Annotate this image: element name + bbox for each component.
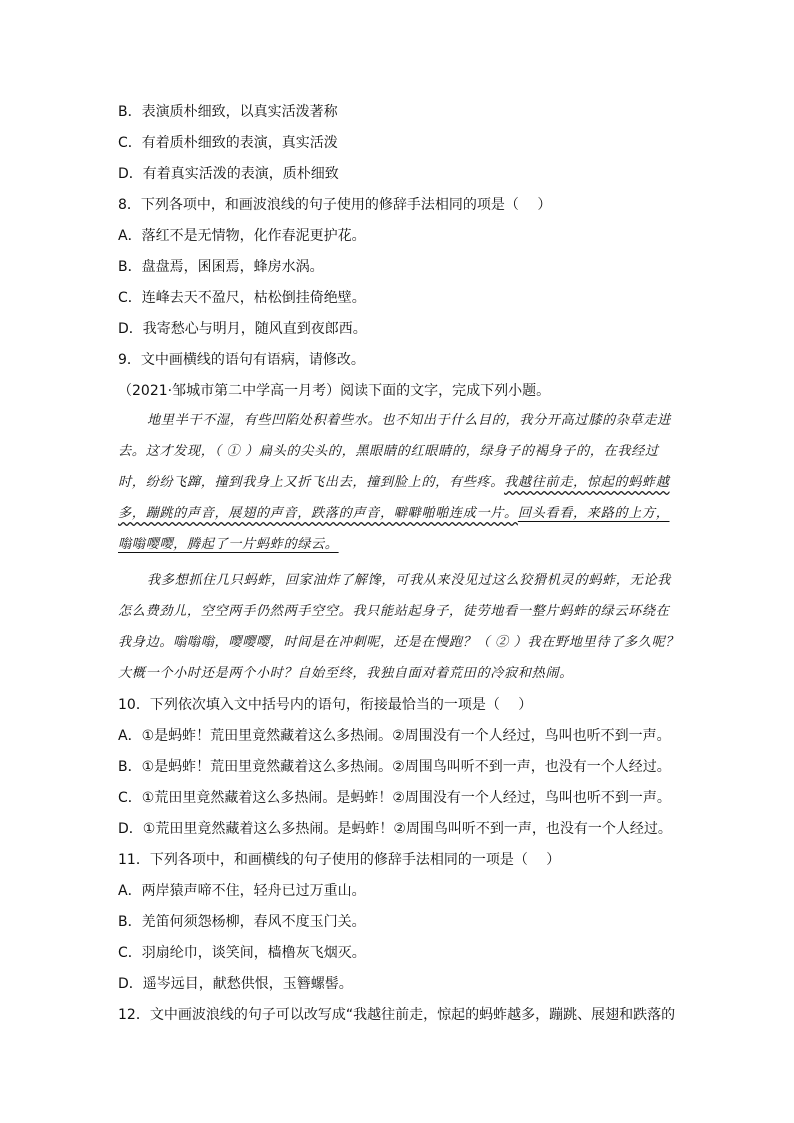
- wavy-underlined-sentence: 我越往前走，惊起的蚂蚱越: [504, 475, 670, 490]
- passage-p2-line4: 大概一个小时还是两个小时？自始至终，我独自面对着荒田的冷寂和热闹。: [118, 666, 573, 681]
- option-c-q10: C．①荒田里竟然藏着这么多热闹。是蚂蚱！②周围没有一个人经过，鸟叫也听不到一声。: [118, 790, 671, 806]
- option-b-q8: B．盘盘焉，囷囷焉，蜂房水涡。: [118, 259, 324, 275]
- passage-p2-line1: 我多想抓住几只蚂蚱，回家油炸了解馋，可我从来没见过这么狡猾机灵的蚂蚱，无论我: [147, 573, 671, 588]
- passage-p1-line3: [118, 473, 670, 493]
- option-b-q7: B．表演质朴细致，以真实活泼著称: [118, 104, 338, 120]
- option-c-q7: C．有着质朴细致的表演，真实活泼: [118, 135, 338, 151]
- wavy-underlined-sentence: 多，蹦跳的声音，展翅的声音，跌落的声音，噼噼啪啪连成一片。: [118, 506, 518, 521]
- passage-p2-line2: 怎么费劲儿，空空两手仍然两手空空。我只能站起身子，徒劳地看一整片蚂蚱的绿云环绕在: [118, 604, 670, 619]
- question-12: 12．文中画波浪线的句子可以改写成“我越往前走，惊起的蚂蚱越多，蹦跳、展翅和跌落的: [118, 1007, 676, 1023]
- passage-p2-line3: 我身边。嗡嗡嗡，嘤嘤嘤，时间是在冲刺呢，还是在慢跑？（ ② ）我在野地里待了多久呢？: [118, 635, 680, 650]
- option-c-q11: C．羽扇纶巾，谈笑间，樯橹灰飞烟灭。: [118, 945, 366, 961]
- question-9: 9．文中画横线的语句有语病，请修改。: [118, 352, 365, 368]
- passage-p1-line1: 地里半干不湿，有些凹陷处积着些水。也不知出于什么目的，我分开高过膝的杂草走进: [147, 413, 671, 428]
- option-d-q8: D．我寄愁心与明月，随风直到夜郎西。: [118, 321, 367, 337]
- passage-p1-line2: 去。这才发现，（ ① ）扁头的尖头的，黑眼睛的红眼睛的，绿身子的褐身子的，在我经过: [118, 444, 659, 459]
- passage-p1-line4: [118, 504, 670, 524]
- passage-intro: （2021·邹城市第二中学高一月考）阅读下面的文字，完成下列小题。: [118, 383, 551, 399]
- passage-text: 时，纷纷飞蹿，撞到我身上又折飞出去，撞到脸上的，有些疼。: [118, 475, 505, 490]
- underlined-sentence: 嗡嗡嘤嘤，腾起了一片蚂蚱的绿云。: [118, 537, 339, 552]
- passage-p1-line5: [118, 535, 339, 555]
- underlined-sentence: 回头看看，来路的上方，: [517, 506, 670, 521]
- option-b-q11: B．羌笛何须怨杨柳，春风不度玉门关。: [118, 914, 366, 930]
- question-11: 11．下列各项中，和画横线的句子使用的修辞手法相同的一项是（ ）: [118, 852, 561, 868]
- option-d-q11: D．遥岑远目，献愁供恨，玉簪螺髻。: [118, 976, 353, 992]
- option-a-q11: A．两岸猿声啼不住，轻舟已过万重山。: [118, 883, 366, 899]
- question-10: 10．下列依次填入文中括号内的语句，衔接最恰当的一项是（ ）: [118, 697, 533, 713]
- question-8: 8．下列各项中，和画波浪线的句子使用的修辞手法相同的项是（ ）: [118, 197, 552, 213]
- option-d-q7: D．有着真实活泼的表演，质朴细致: [118, 166, 339, 182]
- option-b-q10: B．①是蚂蚱！荒田里竟然藏着这么多热闹。②周围鸟叫听不到一声，也没有一个人经过。: [118, 759, 671, 775]
- option-c-q8: C．连峰去天不盈尺，枯松倒挂倚绝壁。: [118, 290, 366, 306]
- option-a-q8: A．落红不是无情物，化作春泥更护花。: [118, 228, 366, 244]
- option-a-q10: A．①是蚂蚱！荒田里竟然藏着这么多热闹。②周围没有一个人经过，鸟叫也听不到一声。: [118, 728, 671, 744]
- option-d-q10: D．①荒田里竟然藏着这么多热闹。是蚂蚱！②周围鸟叫听不到一声，也没有一个人经过。: [118, 821, 672, 837]
